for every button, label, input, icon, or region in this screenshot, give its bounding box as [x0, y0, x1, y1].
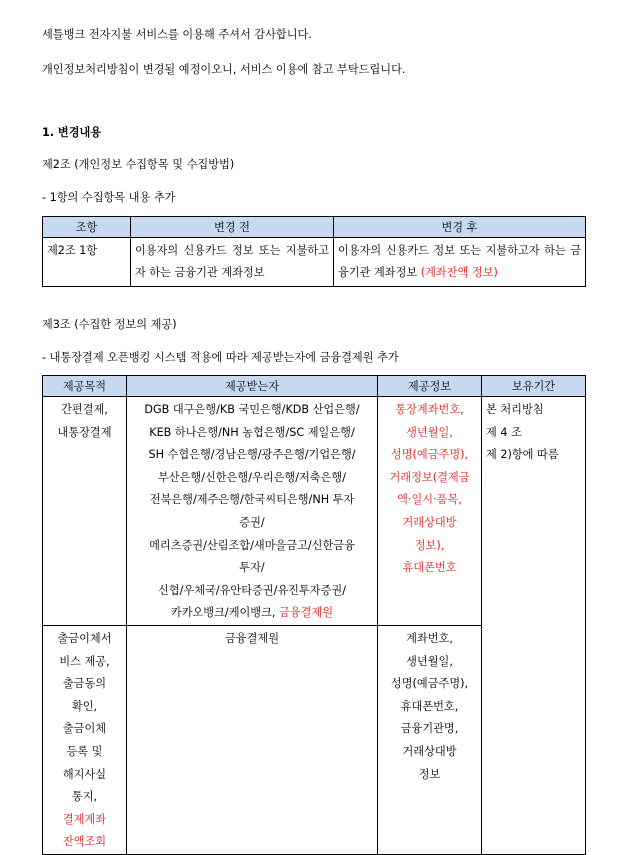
purpose-cell [43, 397, 127, 626]
recipient-line: KEB 하나은행/NH 농협은행/SC 제일은행/ [149, 425, 355, 439]
purpose-added-line: 결제계좌 [62, 812, 107, 826]
recipient-text: 카카오뱅크/케이뱅크, [170, 606, 280, 620]
retention-line: 제 2)항에 따름 [486, 448, 559, 462]
purpose-line: 내통장결제 [57, 425, 112, 439]
purpose-cell [43, 625, 127, 854]
header-before: 변경 전 [131, 217, 334, 238]
info-line: 액·일시·품목, [397, 493, 462, 507]
info-line: 정보), [414, 538, 445, 552]
purpose-line: 비스 제공, [59, 654, 110, 668]
purpose-line: 출금동의 [62, 677, 107, 691]
info-cell [378, 625, 482, 854]
purpose-line: 출금이체 [62, 722, 107, 736]
intro-line-2: 개인정보처리방침이 변경될 예정이오니, 서비스 이용에 참고 부탁드립니다. [42, 63, 406, 76]
info-line: 거래상대방 [402, 515, 457, 529]
info-line: 금융기관명, [400, 722, 459, 736]
info-line: 통장계좌번호, [395, 403, 464, 416]
recipient-line: 부산은행/신한은행/우리은행/저축은행/ [158, 470, 346, 484]
header-after: 변경 후 [334, 217, 586, 238]
provision-table [42, 375, 586, 855]
section-title: 1. 변경내용 [42, 126, 102, 139]
retention-line: 본 처리방침 [486, 403, 544, 416]
info-line: 생년월일, [406, 425, 453, 439]
table-row [43, 397, 586, 626]
change-table-header-row [43, 217, 586, 238]
retention-cell [482, 397, 586, 855]
purpose-line: 해지사실 [62, 767, 107, 781]
purpose-line: 확인, [71, 699, 98, 713]
retention-line: 제 4 조 [486, 425, 522, 439]
recipient-line: 메리츠증권/산림조합/새마을금고/신한금융 [149, 538, 355, 552]
recipient-cell [127, 397, 378, 626]
header-recipient: 제공받는자 [127, 376, 378, 397]
change-table [42, 216, 586, 287]
recipient-line: 투자/ [239, 561, 265, 575]
header-info: 제공정보 [378, 376, 482, 397]
article2-sub: - 1항의 수집항목 내용 추가 [42, 191, 176, 204]
recipient-cell [127, 625, 378, 854]
article2-heading: 제2조 (개인정보 수집항목 및 수집방법) [42, 158, 235, 171]
purpose-added-line: 잔액조회 [62, 835, 107, 849]
recipient-line: 금융결제원 [224, 631, 280, 645]
info-line: 거래정보(결제금 [389, 470, 470, 484]
recipient-line: DGB 대구은행/KB 국민은행/KDB 산업은행/ [144, 403, 360, 416]
article3-heading: 제3조 (수집한 정보의 제공) [42, 318, 177, 331]
article3-sub: - 내통장결제 오픈뱅킹 시스템 적용에 따라 제공받는자에 금융결제원 추가 [42, 351, 399, 364]
info-line: 계좌번호, [406, 631, 453, 645]
purpose-line: 간편결제, [61, 403, 108, 416]
header-clause: 조항 [43, 217, 131, 238]
recipient-added-text: 금융결제원 [279, 606, 334, 620]
header-purpose: 제공목적 [43, 376, 127, 397]
recipient-line: 신협/우체국/유안타증권/유진투자증권/ [158, 583, 346, 597]
info-line: 휴대폰번호 [402, 561, 457, 575]
intro-line-1: 세틀뱅크 전자지불 서비스를 이용해 주셔서 감사합니다. [42, 28, 312, 41]
provision-table-header-row [43, 376, 586, 397]
recipient-line: 전북은행/제주은행/한국씨티은행/NH 투자 [149, 493, 355, 507]
purpose-line: 통지, [71, 790, 98, 804]
table-row [43, 238, 586, 287]
purpose-line: 출금이체서 [57, 631, 112, 645]
recipient-line [127, 602, 377, 625]
info-line: 정보 [418, 767, 441, 781]
purpose-line: 등록 및 [66, 744, 103, 758]
info-line: 성명(예금주명), [390, 677, 469, 691]
info-line: 휴대폰번호, [400, 699, 459, 713]
info-line: 거래상대방 [402, 744, 457, 758]
info-line: 생년월일, [406, 654, 453, 668]
after-added-text: (계좌잔액 정보) [420, 266, 498, 279]
recipient-line: SH 수협은행/경남은행/광주은행/기업은행/ [148, 448, 356, 462]
after-cell [334, 238, 586, 287]
recipient-line: 증권/ [239, 515, 265, 529]
info-line: 성명(예금주명), [390, 448, 469, 462]
info-cell [378, 397, 482, 626]
after-text: 이용자의 신용카드 정보 또는 지불하고자 하는 금융기관 계좌정보 [338, 244, 581, 279]
clause-cell: 제2조 1항 [43, 238, 131, 287]
before-cell: 이용자의 신용카드 정보 또는 지불하고자 하는 금융기관 계좌정보 [131, 238, 334, 287]
header-retention: 보유기간 [482, 376, 586, 397]
